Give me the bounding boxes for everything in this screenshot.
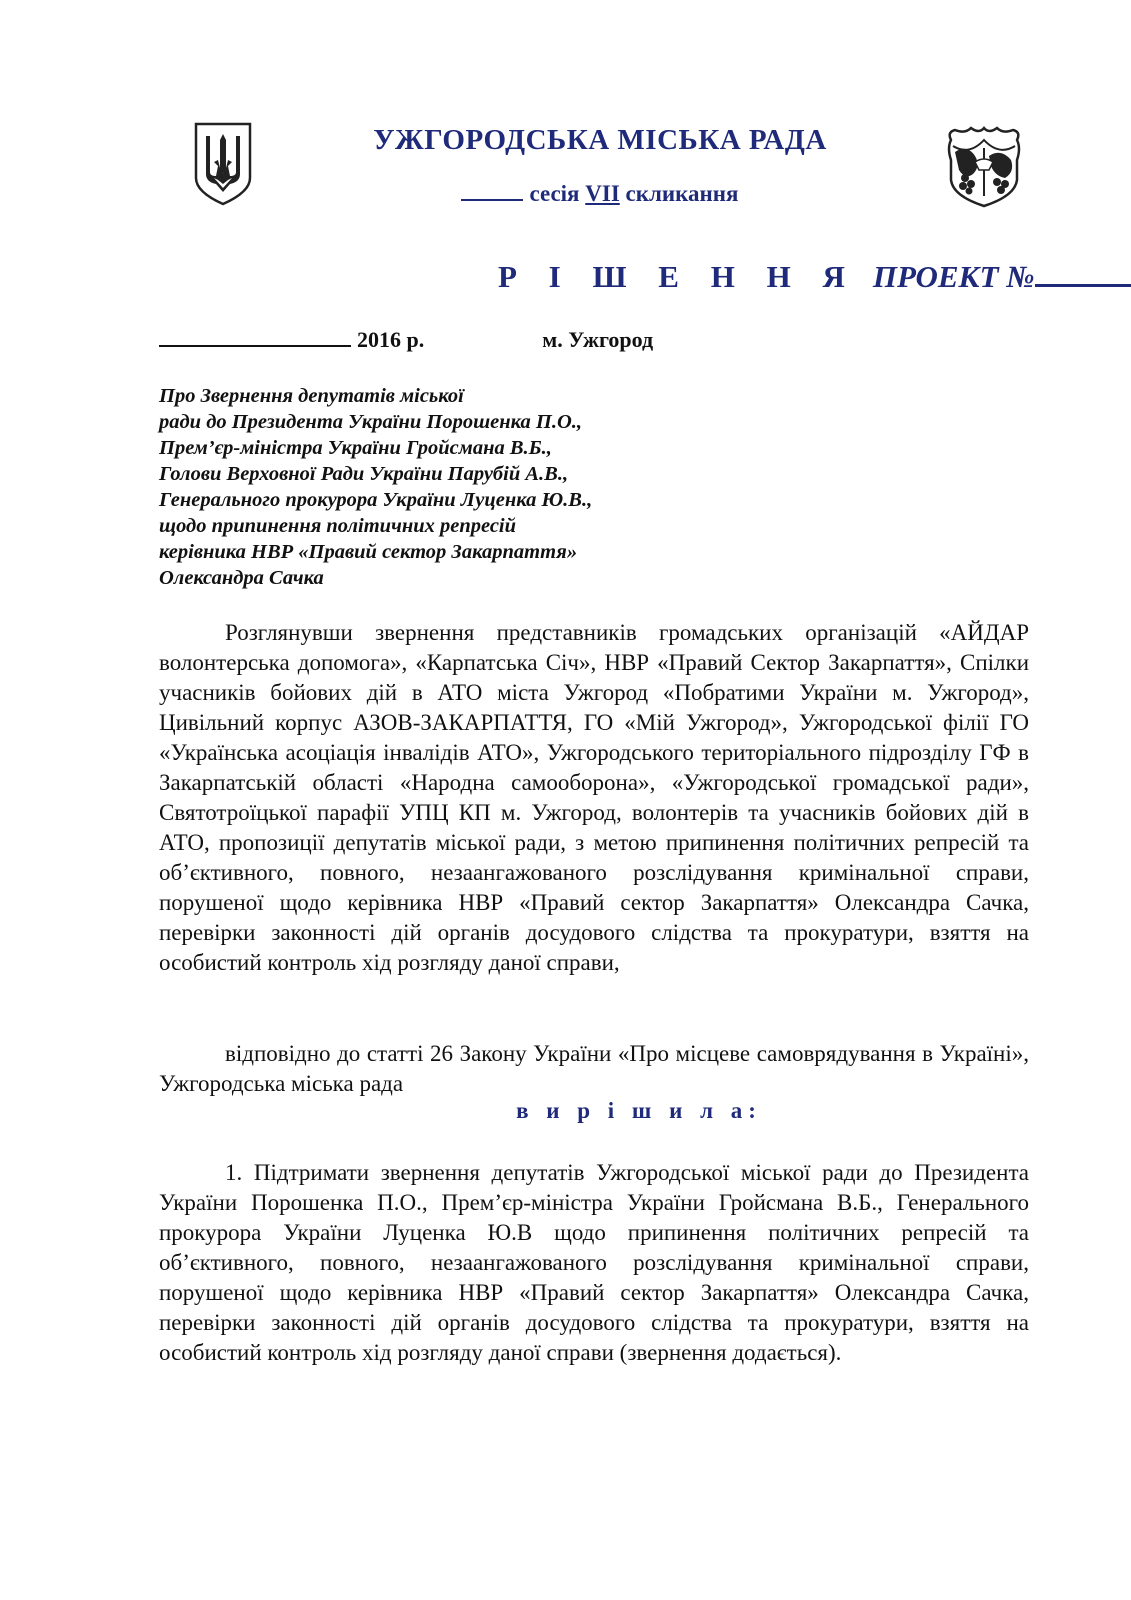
session-number-blank (461, 179, 523, 201)
resolved-heading: в и р і ш и л а: (516, 1098, 762, 1123)
subject-line: ради до Президента України Порошенка П.О., (159, 411, 583, 433)
subject-line: Генерального прокурора України Луценка Ю.В., (159, 489, 593, 511)
subject-line: Про Звернення депутатів міської (159, 385, 464, 407)
uzhhorod-coat-of-arms-icon (945, 126, 1023, 208)
date-year: 2016 р. (357, 327, 425, 352)
resolution-item-1: 1. Підтримати звернення депутатів Ужгородської міської ради до Президента України Порошенка П.О., Прем’єр-міністра України Гройсмана В.Б., Генерального прокурора України Луценка Ю.В щодо припинення політичних репресій та об’єктивного, повного, незаангажованого розслідування кримінальної справи, порушеної щодо керівника НВР «Правий сектор Закарпаття» Олександра Сачка, перевірки законності дій органів досудового слідства та прокуратури, взяття на особистий контроль хід розгляду даної справи (звернення додається). (159, 1160, 1029, 1365)
decision-subject (159, 383, 679, 591)
decision-heading (498, 256, 1131, 295)
council-title: УЖГОРОДСЬКА МІСЬКА РАДА (373, 124, 827, 156)
subject-line: щодо припинення політичних репресій (159, 515, 517, 537)
date-line (159, 325, 653, 353)
session-convocation-number: VII (585, 181, 620, 206)
subject-line: Прем’єр-міністра України Гройсмана В.Б., (159, 437, 552, 459)
project-number-blank (1035, 256, 1131, 287)
date-blank (159, 325, 351, 347)
decision-title: Р І Ш Е Н Н Я (498, 259, 857, 294)
convocation-word: скликання (625, 181, 739, 206)
legal-basis-paragraph: відповідно до статті 26 Закону України «Про місцеве самоврядування в Україні», Ужгородська міська рада (159, 1041, 1029, 1096)
subject-line: Голови Верховної Ради України Парубій А.В., (159, 463, 569, 485)
session-word: сесія (529, 181, 580, 206)
subject-line: Олександра Сачка (159, 567, 324, 589)
session-line (330, 179, 870, 207)
subject-line: керівника НВР «Правий сектор Закарпаття» (159, 541, 578, 563)
city-name: м. Ужгород (542, 327, 654, 352)
preamble-paragraph: Розглянувши звернення представників громадських організацій «АЙДАР волонтерська допомога», «Карпатська Січ», НВР «Правий Сектор Закарпаття», Спілки учасників бойових дій в АТО міста Ужгород «Побратими України м. Ужгород», Цивільний корпус АЗОВ-ЗАКАРПАТТЯ, ГО «Мій Ужгород», Ужгородської філії ГО «Українська асоціація інвалідів АТО», Ужгородського територіального підрозділу ГФ в Закарпатській області «Народна самооборона», «Ужгородської громадської ради», Святотроїцької парафії УПЦ КП м. Ужгород, волонтерів та учасників бойових дій в АТО, пропозиції депутатів міської ради, з метою припинення політичних репресій та об’єктивного, повного, незаангажованого розслідування кримінальної справи, порушеної щодо керівника НВР «Правий сектор Закарпаття» Олександра Сачка, перевірки законності дій органів досудового слідства та прокуратури, взяття на особистий контроль хід розгляду даної справи, (159, 620, 1029, 975)
project-label: ПРОЕКТ № (872, 259, 1035, 294)
ukraine-trident-icon (192, 122, 254, 206)
